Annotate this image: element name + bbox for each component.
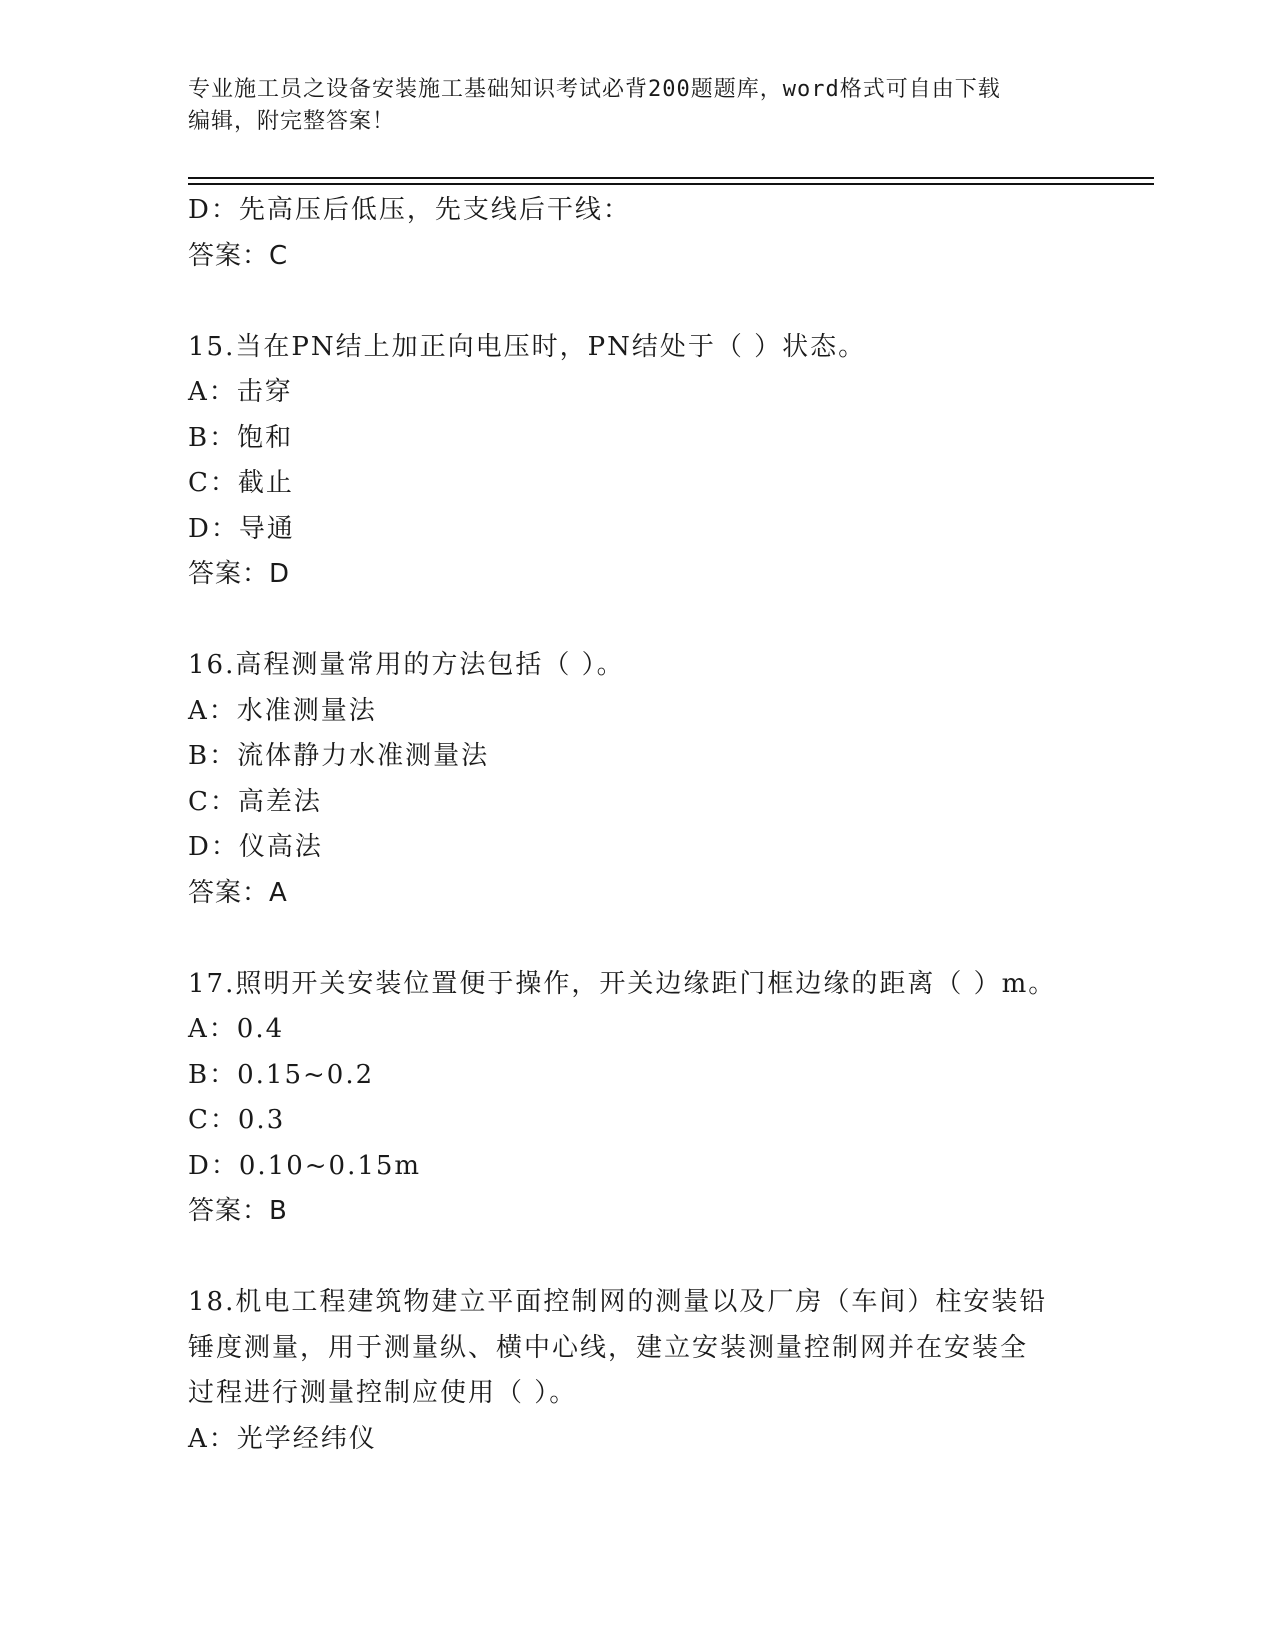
spacer — [188, 1235, 1148, 1281]
document-header — [188, 74, 1088, 138]
question-content — [188, 188, 1148, 1462]
question-block-16 — [188, 643, 1148, 916]
option-c: C：高差法 — [188, 786, 322, 817]
spacer — [188, 916, 1148, 962]
option-b: B：饱和 — [188, 422, 294, 453]
question-text: 16.高程测量常用的方法包括（ ）。 — [188, 650, 625, 680]
question-text-line-3: 过程进行测量控制应使用（ ）。 — [188, 1378, 578, 1408]
header-title-line-2: 编辑，附完整答案！ — [188, 109, 396, 134]
spacer — [188, 279, 1148, 325]
option-a: A：光学经纬仪 — [188, 1423, 377, 1454]
header-title-line-1: 专业施工员之设备安装施工基础知识考试必背200题题库，word格式可自由下载 — [188, 77, 1001, 102]
spacer — [188, 598, 1148, 644]
question-block-15 — [188, 325, 1148, 598]
option-c: C：0.3 — [188, 1105, 286, 1135]
option-a: A：水准测量法 — [188, 695, 377, 726]
answer-label: 答案：A — [188, 877, 288, 908]
option-b: B：0.15~0.2 — [188, 1059, 375, 1090]
answer-label: 答案：D — [188, 559, 291, 589]
header-rule-bottom — [188, 183, 1154, 185]
question-block-14 — [188, 188, 1148, 279]
option-d: D：0.10~0.15m — [188, 1150, 422, 1181]
question-text-line-2: 锤度测量，用于测量纵、横中心线，建立安装测量控制网并在安装全 — [188, 1332, 1029, 1363]
option-a: A：击穿 — [188, 377, 293, 407]
question-text-line-1: 18.机电工程建筑物建立平面控制网的测量以及厂房（车间）柱安装铅 — [188, 1287, 1048, 1317]
question-text: 15.当在PN结上加正向电压时，PN结处于（ ）状态。 — [188, 331, 867, 362]
question-block-18 — [188, 1280, 1148, 1462]
answer-label: 答案：B — [188, 1196, 288, 1226]
question-block-17 — [188, 962, 1148, 1235]
question-text: 17.照明开关安装位置便于操作，开关边缘距门框边缘的距离（ ）m。 — [188, 968, 1057, 999]
option-a: A：0.4 — [188, 1014, 285, 1044]
option-d: D：先高压后低压，先支线后干线： — [188, 195, 631, 225]
option-c: C：截止 — [188, 468, 294, 498]
option-b: B：流体静力水准测量法 — [188, 741, 490, 771]
header-rule-top — [188, 177, 1154, 179]
answer-label: 答案：C — [188, 240, 289, 271]
option-d: D：仪高法 — [188, 832, 323, 862]
option-d: D：导通 — [188, 513, 295, 544]
